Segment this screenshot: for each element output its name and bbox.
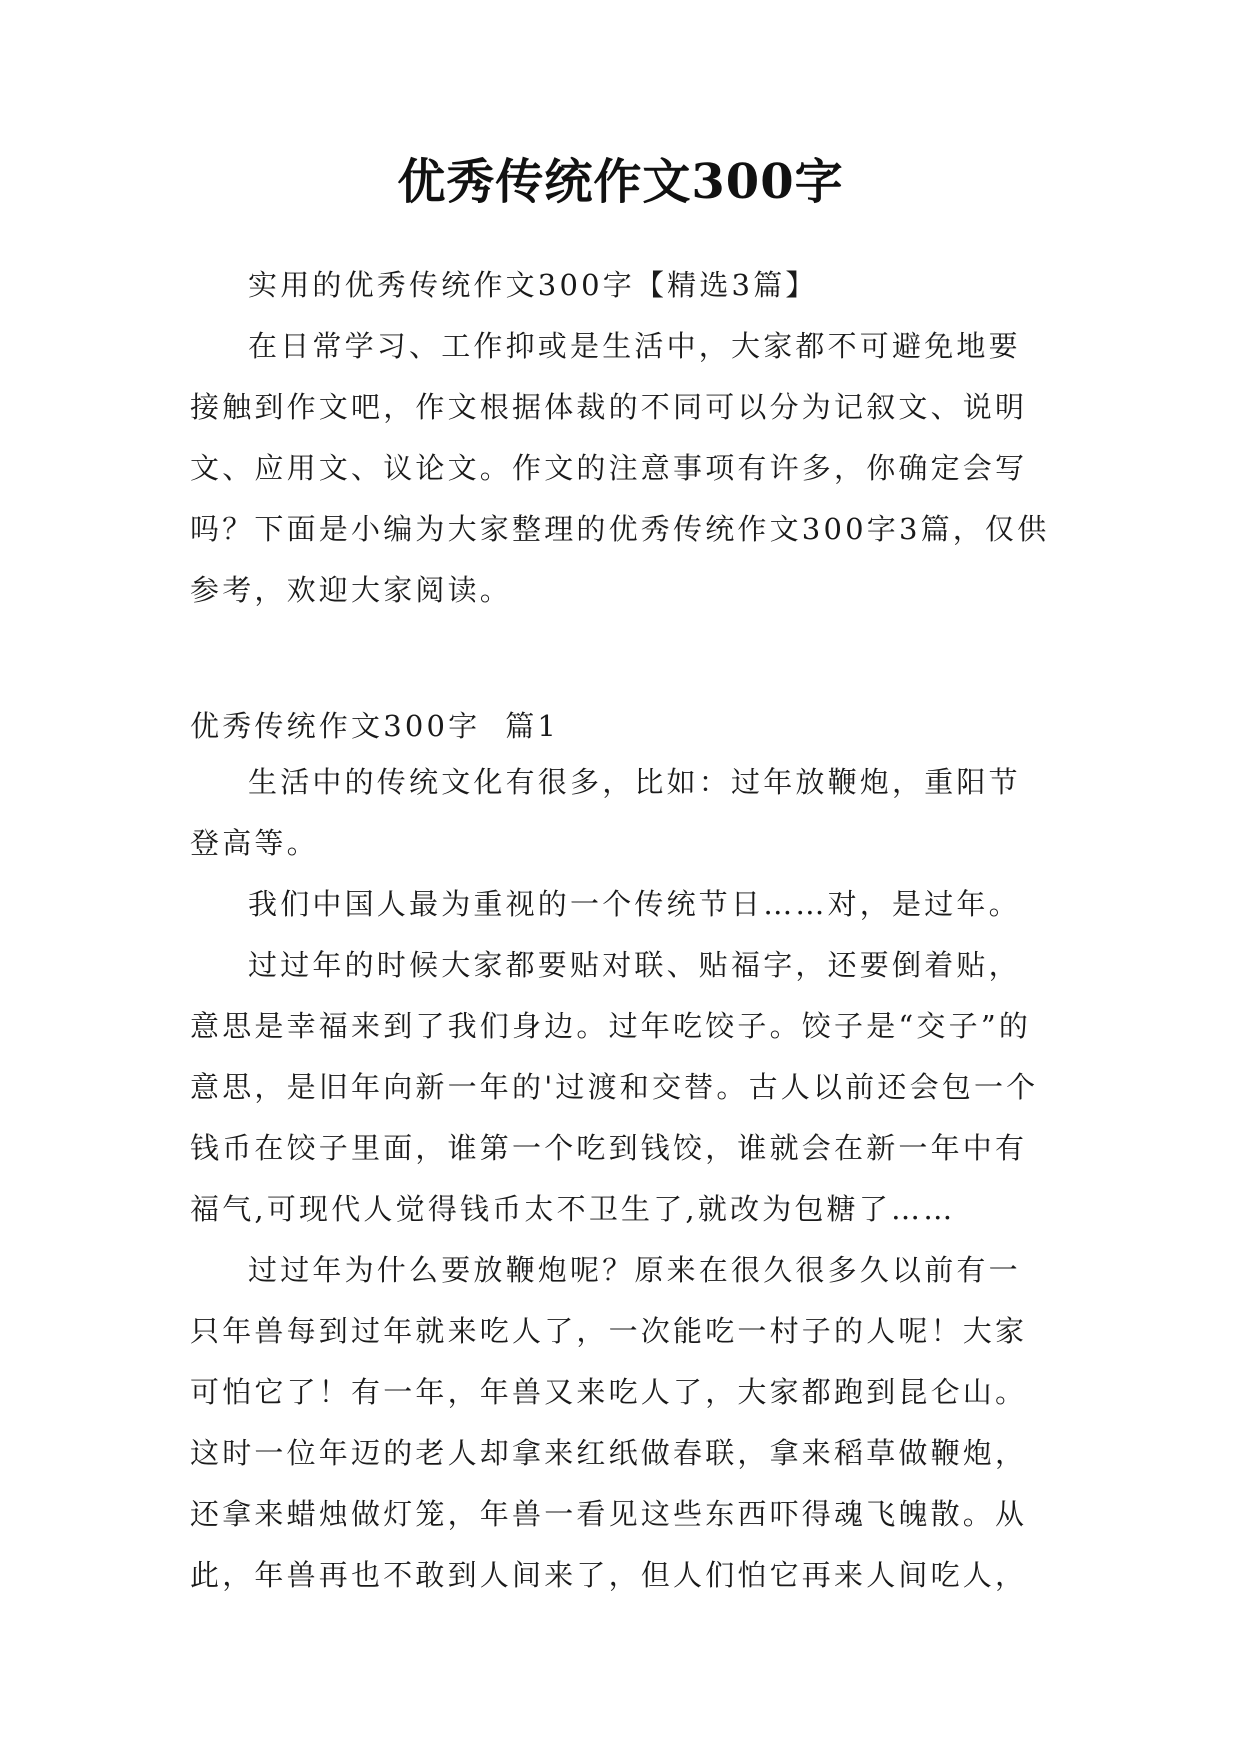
article-heading: 优秀传统作文300字 篇1: [190, 709, 560, 743]
article-paragraph: 过过年的时候大家都要贴对联、贴福字，还要倒着贴，意思是幸福来到了我们身边。过年吃饺子。饺子是“交子”的意思，是旧年向新一年的'过渡和交替。古人以前还会包一个钱币在饺子里面，谁第一个吃到钱饺，谁就会在新一年中有福气,可现代人觉得钱币太不卫生了,就改为包糖了……: [190, 948, 1039, 1226]
intro-paragraph: 在日常学习、工作抑或是生活中，大家都不可避免地要接触到作文吧，作文根据体裁的不同可以分为记叙文、说明文、应用文、议论文。作文的注意事项有许多，你确定会写吗？下面是小编为大家整理的优秀传统作文300字3篇，仅供参考，欢迎大家阅读。: [190, 329, 1050, 607]
intro-subtitle: 实用的优秀传统作文300字【精选3篇】: [248, 268, 818, 302]
article-body: [190, 752, 1052, 1606]
article-paragraph: 我们中国人最为重视的一个传统节日……对，是过年。: [248, 887, 1021, 921]
intro-section: [190, 255, 1052, 621]
document-title: 优秀传统作文300字: [397, 154, 844, 210]
article-paragraph: 过过年为什么要放鞭炮呢？原来在很久很多久以前有一只年兽每到过年就来吃人了，一次能吃一村子的人呢！大家可怕它了！有一年，年兽又来吃人了，大家都跑到昆仑山。这时一位年迈的老人却拿来红纸做春联，拿来稻草做鞭炮，还拿来蜡烛做灯笼，年兽一看见这些东西吓得魂飞魄散。从此，年兽再也不敢到人间来了，但人们怕它再来人间吃人，: [190, 1253, 1028, 1592]
article-paragraph: 生活中的传统文化有很多，比如：过年放鞭炮，重阳节登高等。: [190, 765, 1021, 860]
